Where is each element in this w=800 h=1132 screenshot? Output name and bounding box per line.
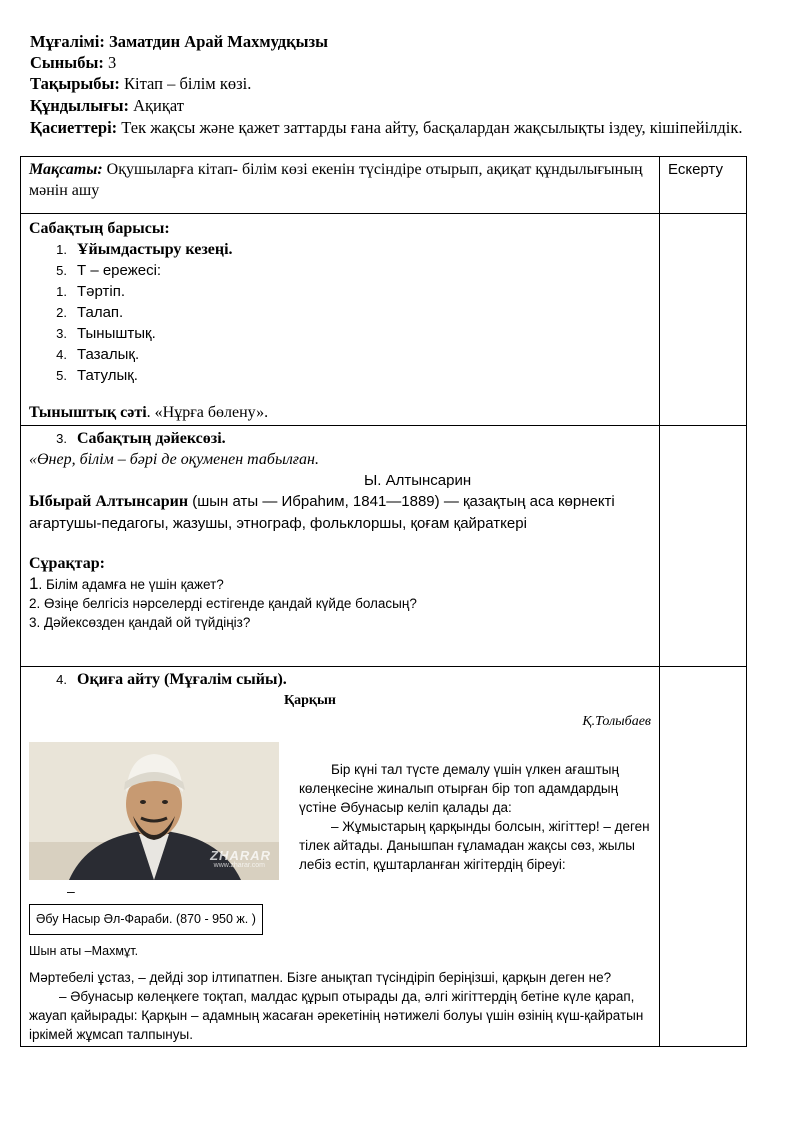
epigraph-author: Ы. Алтынсарин xyxy=(364,472,472,489)
story-heading xyxy=(29,669,651,690)
note-cell xyxy=(660,667,747,1047)
qualities-value: Тек жақсы және қажет заттарды ғана айту, басқалардан жақсылықты іздеу, кішіпейілдік. xyxy=(121,118,743,137)
story-title: Оқиға айту (Мұғалім сыйы). xyxy=(77,671,287,688)
goal-row xyxy=(21,157,747,214)
story-paragraph-2: – Жұмыстарың қарқынды болсын, жігіттер! – деген тілек айтады. Данышпан ғұламадан жақсы сөз, жылы лебіз естіп, құштарланған жігітердің біреуі: xyxy=(299,819,650,872)
portrait-image xyxy=(29,742,279,880)
story-text-column xyxy=(285,742,651,962)
teacher-label: Мұғалімі: xyxy=(30,32,105,51)
stage-item xyxy=(29,239,651,260)
story-paragraph-4: – Әбунасыр көлеңкеге тоқтап, малдас құрып отырады да, әлгі жігіттердің бетіне күле қарап, жауап қайырады: Қарқын – адамның жасаған әрекетінің нәтижелі болуы үшін өзінің күш-қайратын іркімей жұмсап талпынуы. xyxy=(29,989,644,1042)
stage-num: 1. xyxy=(56,242,67,257)
epigraph-num: 3. xyxy=(56,431,67,446)
lesson-row xyxy=(21,214,747,426)
list-item xyxy=(29,365,651,386)
goal-label: Мақсаты: xyxy=(29,161,103,178)
rule-item xyxy=(29,260,651,281)
list-item-text: Талап. xyxy=(77,304,124,321)
value-line xyxy=(30,95,780,116)
teacher-line xyxy=(30,31,780,52)
list-item-num: 5. xyxy=(56,368,67,383)
grade-line xyxy=(30,52,780,73)
epigraph-title: Сабақтың дәйексөзі. xyxy=(77,430,226,447)
rule-text: Т – ережесі: xyxy=(77,262,162,279)
lesson-title: Сабақтың барысы: xyxy=(29,220,170,237)
bio-text: (шын аты — Ибраһим, 1841—1889) — қазақтың аса көрнекті ағартушы-педагогы, жазушы, этнограф, фольклоршы, қоғам қайраткері xyxy=(29,493,615,532)
image-watermark-url: www.zharar.com xyxy=(213,862,265,869)
list-item xyxy=(29,344,651,365)
note-cell xyxy=(660,426,747,667)
grade-value: 3 xyxy=(107,53,117,72)
epigraph-cell xyxy=(21,426,660,667)
dash-mark: – xyxy=(67,883,75,899)
story-num: 4. xyxy=(56,672,67,687)
list-item-text: Татулық. xyxy=(77,367,138,384)
note-cell xyxy=(660,214,747,426)
list-item-text: Тазалық. xyxy=(77,346,140,363)
story-cell xyxy=(21,667,660,1047)
epigraph-heading xyxy=(29,428,651,449)
question-1-text: . Білім адамға не үшін қажет? xyxy=(38,577,224,592)
question-2: 2. Өзіңе белгісіз нәрселерді естігенде қандай күйде боласың? xyxy=(29,596,417,611)
story-figure xyxy=(29,742,285,962)
question-3: 3. Дәйексөзден қандай ой түйдіңіз? xyxy=(29,615,251,630)
value-label: Құндылығы: xyxy=(30,96,129,115)
silence-bold: Тыныштық сәті xyxy=(29,404,147,421)
topic-label: Тақырыбы: xyxy=(30,74,120,93)
list-item-num: 2. xyxy=(56,305,67,320)
list-item xyxy=(29,302,651,323)
stage-title: Ұйымдастыру кезеңі. xyxy=(77,241,233,258)
topic-line xyxy=(30,73,780,94)
story-author: Қ.Толыбаев xyxy=(582,714,651,729)
grade-label: Сыныбы: xyxy=(30,53,104,72)
qualities-line xyxy=(30,117,780,157)
list-item xyxy=(29,281,651,302)
image-watermark: ZHARAR xyxy=(210,848,271,863)
story-paragraph-3: Мәртебелі ұстаз, – дейді зор ілтипатпен. Бізге анықтап түсіндіріп беріңізші, қарқын деген не? xyxy=(29,970,612,985)
story-paragraph-1: Бір күні тал түсте демалу үшін үлкен ағаштың көлеңкесіне жиналып отырған бір топ адамдардың үстіне Әбунасыр келіп қалады да: xyxy=(299,762,619,815)
goal-cell xyxy=(21,157,660,214)
list-item-text: Тәртіп. xyxy=(77,283,126,300)
note-header: Ескерту xyxy=(668,161,723,178)
qualities-label: Қасиеттері: xyxy=(30,118,118,137)
list-item xyxy=(29,323,651,344)
list-item-num: 3. xyxy=(56,326,67,341)
real-name: Шын аты –Махмұт. xyxy=(29,944,139,958)
epigraph-quote: «Өнер, білім – бәрі де оқуменен табылған. xyxy=(29,451,319,468)
question-1 xyxy=(29,574,651,594)
bio-paragraph xyxy=(29,491,651,535)
bio-name: Ыбырай Алтынсарин xyxy=(29,493,189,510)
goal-text: Оқушыларға кітап- білім көзі екенін түсіндіре отырып, ақиқат құндылығының мәнін ашу xyxy=(29,161,643,199)
question-1-num: 1 xyxy=(29,574,39,593)
value-value: Ақиқат xyxy=(133,96,184,115)
silence-line xyxy=(29,402,651,423)
silence-rest: . «Нұрға бөлену». xyxy=(146,404,269,421)
lesson-cell xyxy=(21,214,660,426)
story-row xyxy=(21,667,747,1047)
list-item-num: 1. xyxy=(56,284,67,299)
story-body xyxy=(29,742,651,962)
rule-num: 5. xyxy=(56,263,67,278)
questions-title: Сұрақтар: xyxy=(29,555,105,572)
epigraph-row xyxy=(21,426,747,667)
list-item-text: Тыныштық. xyxy=(77,325,156,342)
teacher-value: Заматдин Арай Махмудқызы xyxy=(109,32,329,51)
note-header-cell xyxy=(660,157,747,214)
lesson-table xyxy=(20,156,747,1047)
story-name: Қарқын xyxy=(283,693,336,708)
portrait-caption: Әбу Насыр Әл-Фараби. (870 - 950 ж. ) xyxy=(29,904,263,935)
topic-value: Кітап – білім көзі. xyxy=(124,74,252,93)
list-item-num: 4. xyxy=(56,347,67,362)
